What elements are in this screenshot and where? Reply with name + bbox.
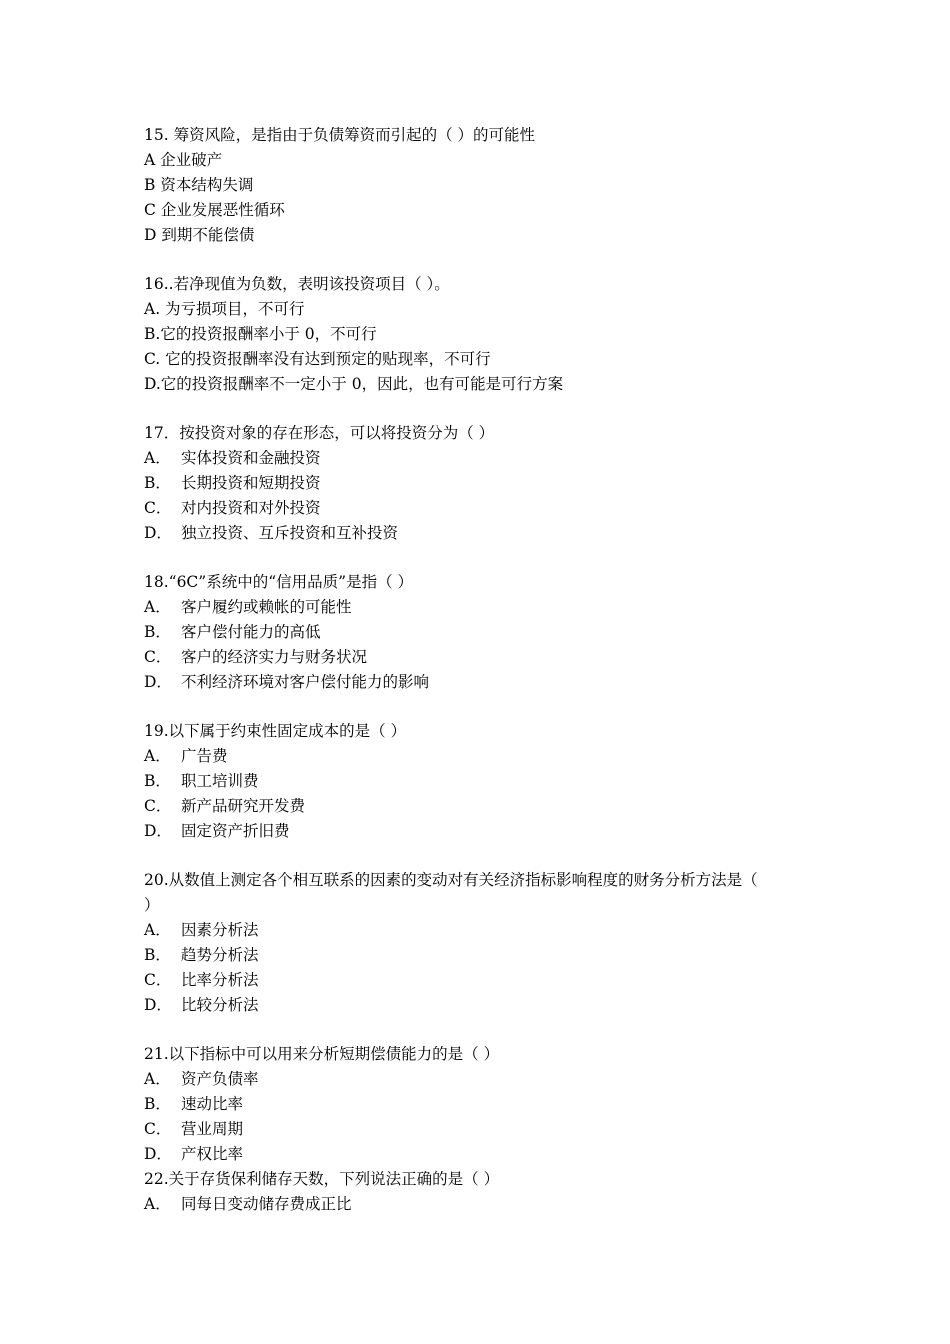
question-20 bbox=[144, 868, 814, 1018]
option-text: 实体投资和金融投资 bbox=[181, 449, 321, 467]
option-text: 营业周期 bbox=[181, 1120, 244, 1138]
option-letter: A． bbox=[144, 921, 171, 939]
option-letter: D． bbox=[144, 524, 172, 542]
option bbox=[144, 918, 814, 943]
option-text: 客户履约或赖帐的可能性 bbox=[181, 598, 352, 616]
option bbox=[144, 943, 814, 968]
question-16 bbox=[144, 272, 814, 397]
option-letter: C． bbox=[144, 499, 172, 517]
option bbox=[144, 521, 814, 546]
option bbox=[144, 993, 814, 1018]
option-text: 趋势分析法 bbox=[181, 946, 259, 964]
option bbox=[144, 1142, 814, 1167]
option-text: 不利经济环境对客户偿付能力的影响 bbox=[181, 673, 430, 691]
option-letter: B． bbox=[144, 474, 171, 492]
option bbox=[144, 1092, 814, 1117]
option bbox=[144, 819, 814, 844]
option-text: 同每日变动储存费成正比 bbox=[181, 1195, 352, 1213]
option bbox=[144, 645, 814, 670]
question-stem: 20.从数值上测定各个相互联系的因素的变动对有关经济指标影响程度的财务分析方法是（ bbox=[144, 871, 758, 889]
option-letter: B． bbox=[144, 623, 171, 641]
option-text: 速动比率 bbox=[181, 1095, 244, 1113]
option-letter: B． bbox=[144, 946, 171, 964]
option-letter: B． bbox=[144, 1095, 171, 1113]
question-18 bbox=[144, 570, 814, 695]
question-stem: 17．按投资对象的存在形态，可以将投资分为（ ） bbox=[144, 424, 495, 442]
option-letter: D． bbox=[144, 822, 172, 840]
option-text: 客户的经济实力与财务状况 bbox=[181, 648, 368, 666]
document-page bbox=[144, 123, 814, 1217]
option-text: 比较分析法 bbox=[181, 996, 259, 1014]
option: B 资本结构失调 bbox=[144, 176, 254, 194]
option-text: 固定资产折旧费 bbox=[181, 822, 290, 840]
option-text: 比率分析法 bbox=[181, 971, 259, 989]
option bbox=[144, 471, 814, 496]
option: D 到期不能偿债 bbox=[144, 226, 255, 244]
option: A 企业破产 bbox=[144, 151, 223, 169]
option bbox=[144, 1067, 814, 1092]
option-letter: A． bbox=[144, 1070, 171, 1088]
option-text: 职工培训费 bbox=[181, 772, 259, 790]
option: D.它的投资报酬率不一定小于 0，因此，也有可能是可行方案 bbox=[144, 375, 564, 393]
option bbox=[144, 1192, 814, 1217]
option-text: 新产品研究开发费 bbox=[181, 797, 306, 815]
option: C. 它的投资报酬率没有达到预定的贴现率，不可行 bbox=[144, 350, 491, 368]
option-letter: D． bbox=[144, 1145, 172, 1163]
option-text: 独立投资、互斥投资和互补投资 bbox=[181, 524, 399, 542]
option-letter: A． bbox=[144, 598, 171, 616]
option-text: 对内投资和对外投资 bbox=[181, 499, 321, 517]
option-text: 客户偿付能力的高低 bbox=[181, 623, 321, 641]
question-stem: 15. 筹资风险，是指由于负债筹资而引起的（ ）的可能性 bbox=[144, 126, 536, 144]
question-stem: 21.以下指标中可以用来分析短期偿债能力的是（ ） bbox=[144, 1045, 500, 1063]
question-21 bbox=[144, 1042, 814, 1167]
option-letter: C． bbox=[144, 797, 172, 815]
question-17 bbox=[144, 421, 814, 546]
question-stem: 19.以下属于约束性固定成本的是（ ） bbox=[144, 722, 407, 740]
option: B.它的投资报酬率小于 0，不可行 bbox=[144, 325, 377, 343]
option-letter: A． bbox=[144, 747, 171, 765]
option: A. 为亏损项目，不可行 bbox=[144, 300, 305, 318]
option bbox=[144, 620, 814, 645]
option-letter: A． bbox=[144, 1195, 171, 1213]
option bbox=[144, 794, 814, 819]
option-letter: B． bbox=[144, 772, 171, 790]
option: C 企业发展恶性循环 bbox=[144, 201, 285, 219]
question-19 bbox=[144, 719, 814, 844]
option-text: 因素分析法 bbox=[181, 921, 259, 939]
option-letter: C． bbox=[144, 648, 172, 666]
option-text: 长期投资和短期投资 bbox=[181, 474, 321, 492]
option bbox=[144, 670, 814, 695]
option bbox=[144, 595, 814, 620]
question-stem-continuation: ） bbox=[144, 896, 160, 914]
option bbox=[144, 1117, 814, 1142]
question-stem: 22.关于存货保利储存天数，下列说法正确的是（ ） bbox=[144, 1170, 500, 1188]
option-letter: C． bbox=[144, 1120, 172, 1138]
question-stem: 16..若净现值为负数，表明该投资项目（ ）。 bbox=[144, 275, 450, 293]
question-stem: 18.“6C”系统中的“信用品质”是指（ ） bbox=[144, 573, 413, 591]
option bbox=[144, 769, 814, 794]
option-letter: D． bbox=[144, 996, 172, 1014]
option bbox=[144, 446, 814, 471]
option bbox=[144, 744, 814, 769]
option-letter: C． bbox=[144, 971, 172, 989]
option-text: 资产负债率 bbox=[181, 1070, 259, 1088]
option-letter: A． bbox=[144, 449, 171, 467]
option-text: 产权比率 bbox=[181, 1145, 244, 1163]
option bbox=[144, 968, 814, 993]
option bbox=[144, 496, 814, 521]
question-15 bbox=[144, 123, 814, 248]
question-22 bbox=[144, 1167, 814, 1217]
option-letter: D． bbox=[144, 673, 172, 691]
option-text: 广告费 bbox=[181, 747, 228, 765]
